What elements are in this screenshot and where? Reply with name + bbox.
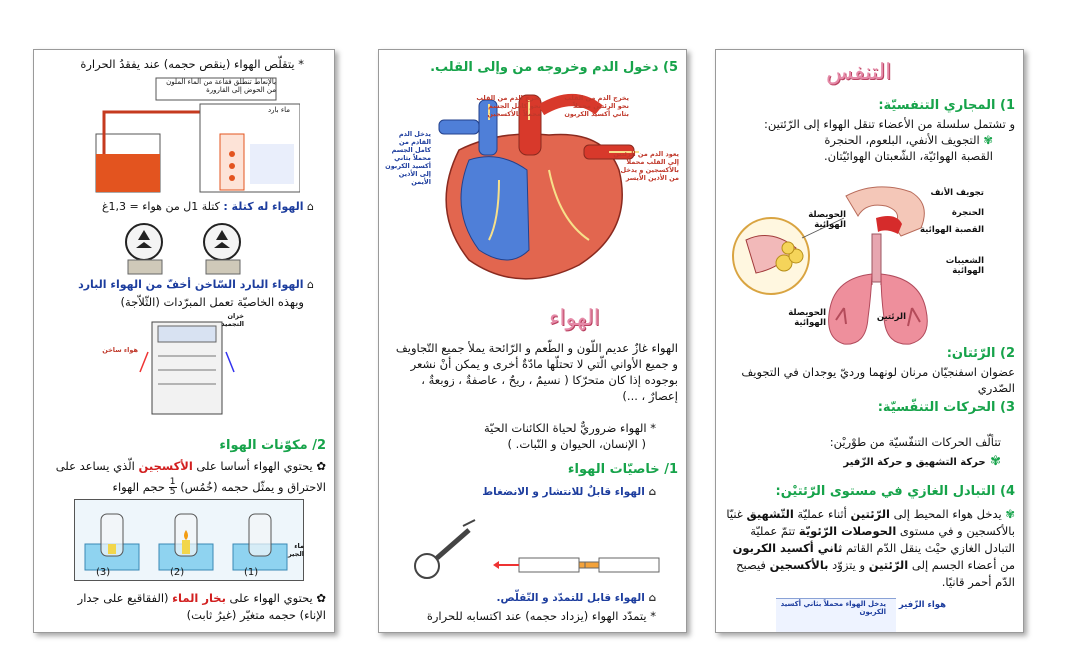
contract-text: * يتقلّص الهواء (ينقص حجمه) عند يفقدُ الحرارة — [80, 57, 304, 71]
air-text-5: * الهواء ضروريٌّ لحياة الكائنات الحيّة — [483, 421, 656, 435]
label-trachea: القصبة الهوائية — [920, 225, 984, 235]
section-4-line-5: الدّم أحمر قانيًا. — [941, 575, 1015, 589]
properties-heading: 1/ خاصيّات الهواء — [567, 462, 678, 477]
hot-air-sub: وبهذه الخاصيّة تعمل المبرّدات (الثّلاّجة) — [120, 295, 304, 309]
section-4-heading: 4) التبادل الغازي في مستوى الرّئتيْن: — [775, 484, 1015, 499]
experiment-label-1: بالإنعاط تنطلق فقاعة من الماء الملون من الحوض إلى القارورة — [166, 78, 276, 94]
section-2-text-2: الصّدري — [977, 381, 1015, 395]
air-text-6: ( الإنسان، الحيوان و النّبات. ) — [507, 437, 646, 451]
fraction-one-fifth: $\frac{1}{5}$ — [169, 477, 176, 497]
house-icon: ⌂ — [644, 592, 656, 604]
component-2-line-1: ✿ يحتوي الهواء على بخار الماء (الفقاقيع على جدار — [77, 591, 326, 605]
property-1: ⌂ الهواء قابلٌ للانتشار و الانضغاط — [482, 486, 656, 498]
property-2: ⌂ الهواء قابل للتمدّد و التّقلّص. — [496, 592, 656, 604]
bullet-icon: ✾ — [1001, 507, 1015, 521]
flower-icon: ✿ — [312, 459, 326, 473]
jar-label-3: (3) — [96, 567, 111, 578]
section-3-text-1: تتألّف الحركات التنفّسيّة من طوْريْن: — [829, 435, 1001, 449]
property-2-sub: * يتمدّد الهواء (يزداد حجمه) عند اكتسابه للحرارة — [426, 609, 656, 623]
house-icon: ⌂ — [303, 200, 314, 213]
components-heading: 2/ مكوّنات الهواء — [219, 438, 326, 453]
section-4-line-4: من أعضاء الجسم إلى الرّئتين و يتزوّد بالأكسجين فيصبح — [736, 558, 1015, 572]
air-title: الهواء — [549, 306, 600, 331]
section-4-line-1: ✾ يدخل هواء المحيط إلى الرّئتين أثناء عمليّة التّشهيق غنيّا — [726, 507, 1015, 521]
mass-line: ⌂ الهواء له كتلة : كتلة 1ل من هواء = 1,3غ — [101, 200, 314, 213]
air-text-2: و جميع الأواني الّتي لا تحتلّها مادّةٌ أخرى و يمكن أنْ نشعر — [410, 357, 678, 371]
component-1-line-2: الاحتراق و يمثّل حجمه (خُمُس) $\frac{1}{5}$ حجم الهواء — [112, 477, 326, 497]
label-alveolus-top: الحويصلة الهوائية — [808, 210, 846, 230]
house-icon: ⌂ — [644, 486, 656, 498]
heart-diagram — [399, 90, 669, 290]
component-1-line-1: ✿ يحتوي الهواء أساسا على الأكسجين الّذي يساعد على — [55, 459, 326, 473]
section-1-text-2: ✾ التجويف الأنفي، البلعوم، الحنجرة — [824, 133, 993, 147]
label-alveolus-bottom: الحويصلة الهوائية — [788, 308, 826, 328]
heart-label-pulmonary-vein: يعود الدم من الرئتين إلى القلب محملاً بالأكسجين و يدخل من الأذين الأيسر — [613, 150, 679, 182]
fridge-label-hot-air: هواء ساخن — [102, 346, 138, 354]
section-3-heading: 3) الحركات التنفّسيّة: — [877, 400, 1015, 415]
label-co2-air: يدخل الهواء محملاً بثاني أكسيد الكربون — [780, 600, 886, 616]
label-lungs: الرئتين — [876, 312, 906, 322]
heart-label-pulmonary-artery: يخرج الدم من القلب نحو الرئتين محملاً بثاني أكسيد الكربون — [564, 94, 629, 118]
bullet-icon: ✾ — [979, 133, 993, 147]
syringe-figures — [399, 518, 669, 588]
bullet-icon: ✾ — [985, 454, 1001, 469]
breathing-title: التنفس — [826, 60, 892, 85]
section-1-text-1: و تشتمل سلسلة من الأعضاء تنقل الهواء إلى الرّئتين: — [763, 117, 1015, 131]
middle-column — [378, 49, 687, 633]
jar-label-1: (1) — [244, 567, 259, 578]
section-1-heading: 1) المجاري التنفسيّة: — [878, 98, 1015, 113]
experiment-label-2: ماء بارد — [268, 106, 290, 114]
left-column — [33, 49, 335, 633]
house-icon: ⌂ — [303, 278, 314, 291]
right-column — [715, 49, 1024, 633]
air-text-1: الهواء غازٌ عديم اللّون و الطّعم و الرّائحة يملأ جميع التّجاويف — [395, 341, 678, 355]
heart-section-heading: 5) دخول الدم وخروجه من وإلى القلب. — [430, 60, 678, 75]
air-text-3: بوجوده إذا كان متحرّكا ( نسيمٌ ، ريحٌ ، عاصفةٌ ، زوبعةٌ ، — [421, 373, 678, 387]
lime-water-label: ماء الجير — [287, 542, 304, 558]
hot-air-line: ⌂ الهواء البارد السّاخن أخفّ من الهواء البارد — [78, 278, 314, 291]
section-3-text-2: ✾ حركة التشهيق و حركة الزّفير — [843, 454, 1001, 469]
heart-label-vena-cava: يدخل الدم القادم من كامل الجسم محملاً بثاني أكسيد الكربون إلى الأذين الأيمن — [385, 130, 431, 186]
section-2-text-1: عضوان اسفنجيّان مرنان لونهما ورديّ يوجدان في التجويف — [741, 365, 1015, 379]
jar-label-2: (2) — [170, 567, 185, 578]
fridge-figure — [138, 312, 238, 420]
fridge-label-freezer: خزان التجميد — [221, 312, 244, 328]
component-2-line-2: الإناء) حجمه متغيّر (غيرُ ثابت) — [186, 608, 326, 622]
balance-figures — [114, 220, 254, 278]
section-4-line-2: بالأكسجين و في مستوى الحوصلات الرّئويّة تتمّ عمليّة — [750, 524, 1015, 538]
section-2-heading: 2) الرّئتان: — [946, 346, 1015, 361]
section-1-text-3: القصبة الهوائيّة، الشّعبتان الهوائيّتان. — [823, 149, 993, 163]
label-exhaled-air: هواء الزّفير — [898, 600, 946, 610]
label-nasal-cavity: تجويف الأنف — [930, 188, 984, 198]
flower-icon: ✿ — [312, 591, 326, 605]
air-text-4: إعصارٌ ، ...) — [622, 389, 678, 403]
label-larynx: الحنجرة — [951, 208, 984, 218]
section-4-line-3: التبادل الغازي حيْث ينقل الدّم القاتم ثاني أكسيد الكربون — [732, 541, 1015, 555]
label-bronchioles: الشعيبات الهوائية — [945, 256, 984, 276]
heart-label-aorta: يخرج الدم من القلب نحو كامل الجسم محملاً بالأكسجين — [476, 94, 541, 118]
